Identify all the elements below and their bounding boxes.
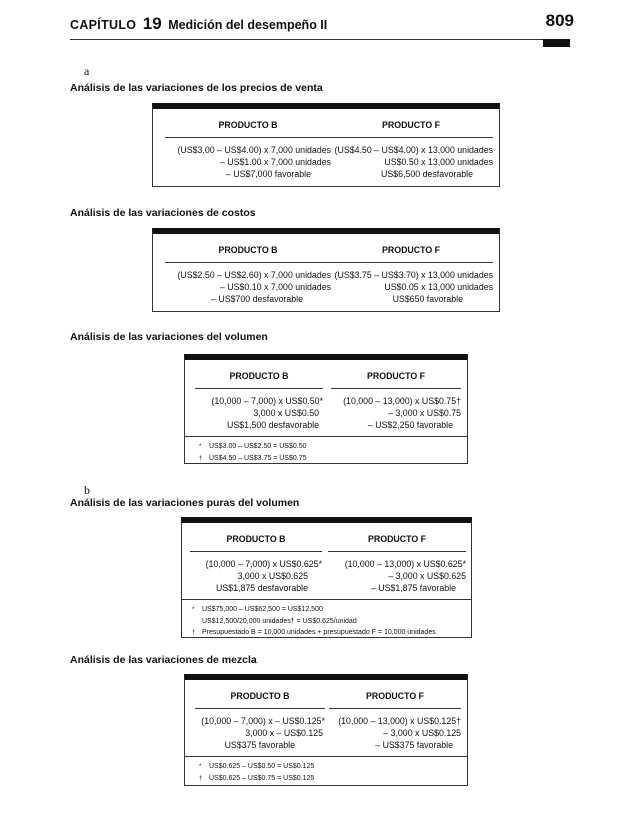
calc-line: US$0.50 x 13,000 unidades (384, 157, 493, 167)
footnote-mark: † (192, 630, 196, 636)
table-mezcla (184, 674, 468, 786)
footnote-mark: † (199, 776, 203, 782)
calc-line: 3,000 x – US$0.125 (245, 728, 323, 738)
calc-line: (10,000 – 13,000) x US$0.125† (338, 716, 461, 726)
part-b-letter: b (84, 483, 90, 497)
column-producto-b (165, 244, 331, 305)
result-line: – US$700 desfavorable (211, 294, 303, 304)
column-header: PRODUCTO F (329, 690, 461, 709)
column-producto-b (195, 690, 325, 751)
calc-line: (10,000 – 13,000) x US$0.75† (343, 396, 461, 406)
result-line: US$1,500 desfavorable (227, 420, 319, 430)
footnote-mark: † (199, 456, 203, 462)
chapter-number: 19 (142, 14, 162, 33)
calc-line: – 3,000 x US$0.125 (383, 728, 461, 738)
page-number: 809 (545, 11, 574, 30)
calc-line: – 3,000 x US$0.75 (388, 408, 461, 418)
column-producto-f (331, 370, 461, 431)
result-line: US$1,875 desfavorable (216, 583, 308, 593)
calc-line: (10,000 – 7,000) x – US$0.125* (201, 716, 325, 726)
column-header: PRODUCTO F (331, 370, 461, 389)
result-line: US$650 favorable (392, 294, 463, 304)
chapter-word: CAPÍTULO (70, 18, 137, 32)
calc-line: (US$3.00 – US$4.00) x 7,000 unidades (177, 145, 331, 155)
column-producto-b (195, 370, 323, 431)
footnote (199, 441, 467, 453)
section-title-costos: Análisis de las variaciones de costos (70, 207, 256, 219)
footnote-text: US$3.00 – US$2.50 = US$0.50 (209, 443, 307, 450)
result-line: US$6,500 desfavorable (381, 169, 473, 179)
calc-line: (US$3.75 – US$3.70) x 13,000 unidades (334, 270, 493, 280)
column-header: PRODUCTO B (195, 370, 323, 389)
result-line: – US$2,250 favorable (367, 420, 453, 430)
calc-line: US$0.05 x 13,000 unidades (384, 282, 493, 292)
header-rule (70, 39, 570, 40)
footnote-text: US$4.50 – US$3.75 = US$0.75 (209, 455, 307, 462)
column-producto-f (329, 690, 461, 751)
footnote (192, 604, 471, 616)
table-precios (152, 103, 500, 187)
column-header: PRODUCTO B (165, 119, 331, 138)
column-producto-b (165, 119, 331, 180)
calc-line: (10,000 – 13,000) x US$0.625* (344, 559, 466, 569)
calc-line: (US$4.50 – US$4.00) x 13,000 unidades (334, 145, 493, 155)
column-producto-f (329, 119, 493, 180)
result-line: – US$7,000 favorable (225, 169, 311, 179)
footnote-text: US$0.625 – US$0.75 = US$0.125 (209, 775, 315, 782)
footnote-text: US$0.625 – US$0.50 = US$0.125 (209, 763, 315, 770)
footnote (199, 773, 467, 785)
footnote-text: US$75,000 – US$62,500 = US$12,500 (202, 606, 323, 613)
running-header (70, 14, 327, 34)
column-header: PRODUCTO F (328, 533, 466, 552)
footnotes (185, 436, 467, 465)
footnote-text: US$12,500/20,000 unidades† = US$0.625/unidad (202, 618, 357, 625)
footnote-text: Presupuestado B = 10,000 unidades + presupuestado F = 10,000 unidades (202, 629, 436, 636)
column-header: PRODUCTO F (329, 244, 493, 263)
footnotes (185, 756, 467, 785)
footnotes (182, 599, 471, 639)
column-header: PRODUCTO B (165, 244, 331, 263)
calc-line: 3,000 x US$0.625 (237, 571, 308, 581)
footnote (192, 616, 471, 627)
thumb-tab (543, 39, 570, 47)
table-costos (152, 228, 500, 312)
part-a-letter: a (84, 64, 90, 78)
calc-line: (US$2.50 – US$2.60) x 7,000 unidades (177, 270, 331, 280)
calc-line: – 3,000 x US$0.625 (388, 571, 466, 581)
calc-line: – US$0.10 x 7,000 unidades (219, 282, 331, 292)
footnote-mark: * (199, 764, 202, 770)
calc-line: 3,000 x US$0.50 (253, 408, 319, 418)
table-puras (181, 517, 472, 638)
column-header: PRODUCTO B (190, 533, 322, 552)
footnote-mark: * (199, 444, 202, 450)
column-producto-f (329, 244, 493, 305)
result-line: US$375 favorable (224, 740, 295, 750)
footnote-mark: * (192, 607, 195, 613)
section-title-puras: Análisis de las variaciones puras del volumen (70, 497, 300, 509)
footnote (199, 453, 467, 465)
calc-line: (10,000 – 7,000) x US$0.50* (211, 396, 323, 406)
calc-line: – US$1.00 x 7,000 unidades (219, 157, 331, 167)
section-title-mezcla: Análisis de las variaciones de mezcla (70, 654, 257, 666)
column-header: PRODUCTO F (329, 119, 493, 138)
column-header: PRODUCTO B (195, 690, 325, 709)
section-title-precios: Análisis de las variaciones de los precios de venta (70, 82, 323, 94)
result-line: – US$1,875 favorable (370, 583, 456, 593)
chapter-title: Medición del desempeño II (168, 18, 328, 32)
section-title-volumen: Análisis de las variaciones del volumen (70, 331, 268, 343)
column-producto-b (190, 533, 322, 594)
column-producto-f (328, 533, 466, 594)
table-volumen (184, 354, 468, 464)
calc-line: (10,000 – 7,000) x US$0.625* (205, 559, 322, 569)
footnote (192, 627, 471, 639)
footnote (199, 761, 467, 773)
result-line: – US$375 favorable (375, 740, 453, 750)
